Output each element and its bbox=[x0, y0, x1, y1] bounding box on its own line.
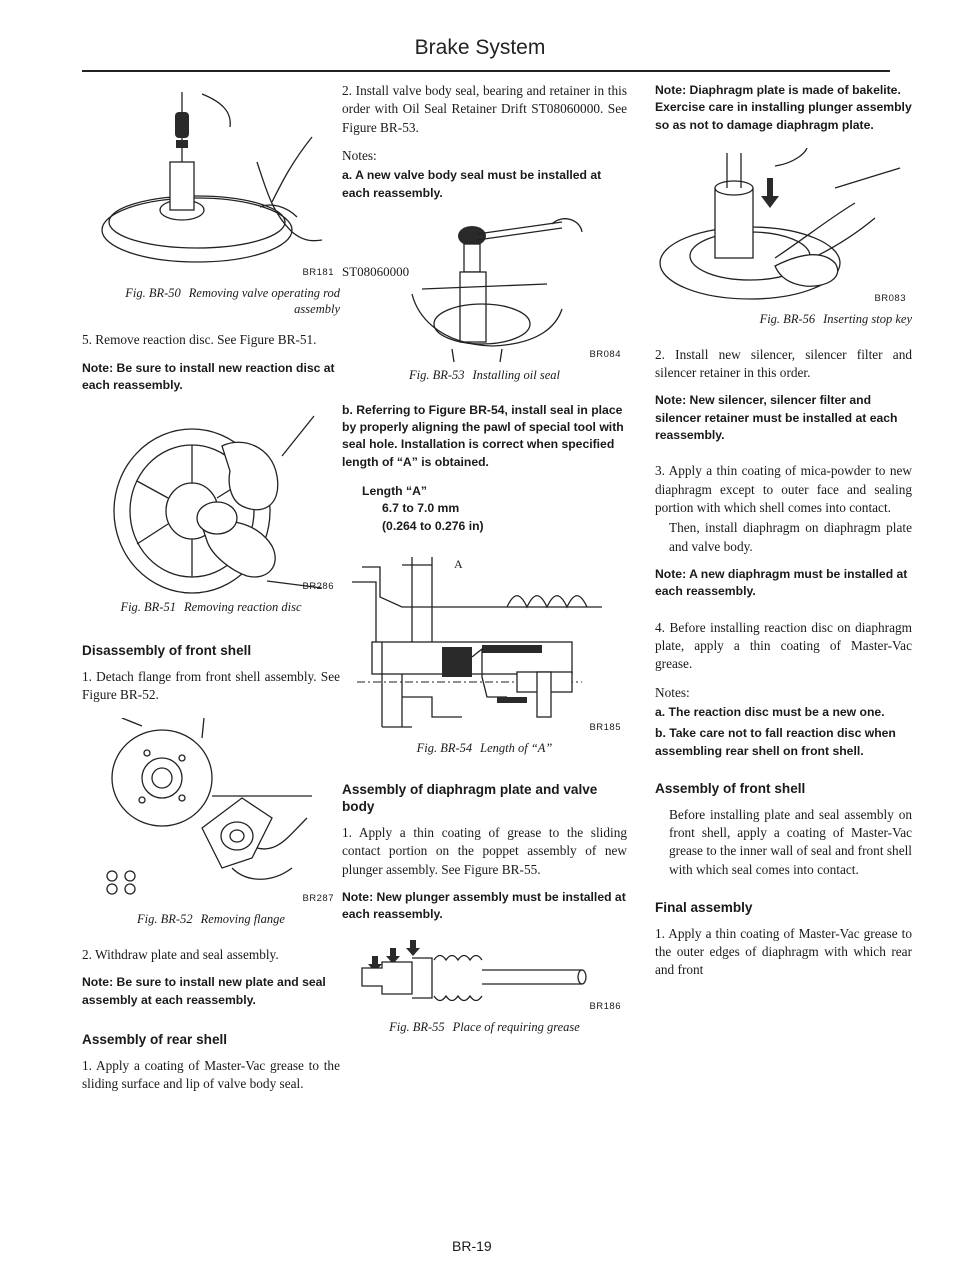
figure-code: BR287 bbox=[302, 893, 334, 905]
page-number: BR-19 bbox=[452, 1238, 492, 1254]
figure-br51 bbox=[82, 406, 340, 596]
paragraph: Before installing plate and seal assembly on front shell, apply a coating of Master-Vac grease to the inner wall of seal and front shell with which seal comes into contact. bbox=[669, 806, 912, 877]
notes-label: Notes: bbox=[342, 148, 377, 164]
note: a. The reaction disc must be a new one. bbox=[655, 705, 885, 720]
tool-label: ST08060000 bbox=[342, 264, 410, 280]
page-header-title: Brake System bbox=[414, 36, 546, 59]
step-text: 2. Install new silencer, silencer filter and silencer retainer in this order. bbox=[655, 346, 912, 380]
figure-br55 bbox=[342, 936, 627, 1016]
length-mm: 6.7 to 7.0 mm bbox=[382, 501, 460, 516]
column-left bbox=[82, 82, 340, 1103]
figure-code: BR286 bbox=[302, 581, 334, 593]
length-label: Length “A” bbox=[362, 483, 427, 498]
figure-caption-text: Installing oil seal bbox=[472, 368, 561, 383]
figure-caption-text: Removing flange bbox=[200, 912, 285, 927]
note: a. A new valve body seal must be installed at each reassembly. bbox=[342, 168, 602, 200]
figure-br52 bbox=[82, 718, 340, 908]
figure-caption bbox=[82, 912, 340, 928]
figure-caption-text: Length of “A” bbox=[480, 740, 553, 755]
step-text: 1. Detach flange from front shell assembly. See Figure BR-52. bbox=[82, 668, 340, 702]
step-text: 1. Apply a thin coating of Master-Vac grease to the outer edges of diaphragm with which rear and front bbox=[655, 925, 912, 978]
figure-number: Fig. BR-50 bbox=[125, 286, 181, 300]
illustration-oil-seal-installation bbox=[342, 214, 627, 364]
figure-caption bbox=[342, 1020, 627, 1036]
illustration-plunger-grease-points bbox=[342, 936, 627, 1016]
figure-br53 bbox=[342, 214, 627, 364]
illustration-length-a-section bbox=[342, 547, 627, 737]
section-heading: Assembly of diaphragm plate and valve body bbox=[342, 781, 598, 815]
figure-number: Fig. BR-51 bbox=[120, 600, 176, 615]
figure-code: BR186 bbox=[589, 1000, 621, 1012]
figure-code: BR084 bbox=[589, 349, 621, 361]
figure-number: Fig. BR-53 bbox=[408, 368, 465, 383]
step-text: 2. Withdraw plate and seal assembly. bbox=[82, 946, 279, 962]
figure-caption-text: Place of requiring grease bbox=[452, 1019, 580, 1034]
note: b. Take care not to fall reaction disc when assembling rear shell on front shell. bbox=[655, 726, 896, 758]
column-middle bbox=[342, 82, 627, 1049]
illustration-flange-removal bbox=[82, 718, 340, 908]
section-heading: Disassembly of front shell bbox=[82, 642, 252, 658]
section-heading: Final assembly bbox=[655, 900, 753, 916]
note: Note: New silencer, silencer filter and silencer retainer must be installed at each reassembly. bbox=[655, 393, 898, 442]
figure-number: Fig. BR-54 bbox=[416, 740, 473, 755]
column-right bbox=[655, 82, 912, 990]
note: Note: A new diaphragm must be installed at each reassembly. bbox=[655, 567, 908, 599]
illustration-reaction-disc bbox=[82, 406, 340, 596]
figure-caption bbox=[342, 368, 627, 384]
figure-number: Fig. BR-56 bbox=[759, 311, 816, 326]
figure-br50 bbox=[82, 82, 340, 282]
section-heading: Assembly of rear shell bbox=[82, 1031, 228, 1047]
step-text: Then, install diaphragm on diaphragm plate and valve body. bbox=[669, 520, 912, 554]
step-text: 3. Apply a thin coating of mica-powder to new diaphragm except to outer face and sealing portion with which shell comes into contact. bbox=[655, 463, 912, 515]
note: Note: Be sure to install new plate and seal assembly at each reassembly. bbox=[82, 975, 326, 1007]
figure-code: BR181 bbox=[302, 267, 334, 278]
figure-caption bbox=[82, 600, 340, 616]
figure-caption-text: Removing reaction disc bbox=[183, 600, 302, 615]
illustration-stop-key-insertion bbox=[655, 148, 912, 308]
figure-number: Fig. BR-55 bbox=[389, 1019, 445, 1034]
figure-caption-text: Inserting stop key bbox=[823, 311, 912, 326]
step-text: 1. Apply a coating of Master-Vac grease to the sliding surface and lip of valve body seal. bbox=[82, 1057, 340, 1091]
illustration-valve-operating-rod bbox=[82, 82, 340, 282]
note: Note: New plunger assembly must be installed at each reassembly. bbox=[342, 889, 626, 922]
step-text: 5. Remove reaction disc. See Figure BR-51. bbox=[82, 332, 317, 348]
step-text: 1. Apply a thin coating of grease to the sliding contact portion on the poppet assembly of new plunger assembly. See Figure BR-55. bbox=[342, 824, 627, 877]
figure-br56 bbox=[655, 148, 912, 308]
dimension-label: A bbox=[454, 556, 463, 571]
length-in: (0.264 to 0.276 in) bbox=[382, 518, 484, 533]
note: b. Referring to Figure BR-54, install seal in place by properly aligning the pawl of special tool with seal hole. Installation is correct when specified length of “A” is obtained. bbox=[342, 402, 624, 469]
step-text: 2. Install valve body seal, bearing and retainer in this order with Oil Seal Retainer Drift ST08060000. See Figure BR-53. bbox=[342, 83, 627, 135]
notes-label: Notes: bbox=[655, 684, 690, 700]
figure-caption bbox=[82, 286, 340, 317]
figure-br54 bbox=[342, 547, 627, 737]
section-heading: Assembly of front shell bbox=[655, 781, 806, 797]
note: Note: Diaphragm plate is made of bakelite. Exercise care in installing plunger assembly so as not to damage diaphragm plate. bbox=[655, 83, 912, 132]
header-rule bbox=[82, 70, 890, 72]
figure-caption-text: Removing valve operating rod assembly bbox=[188, 286, 340, 316]
figure-caption bbox=[342, 741, 627, 757]
figure-caption bbox=[655, 312, 912, 328]
note: Note: Be sure to install new reaction disc at each reassembly. bbox=[82, 360, 335, 392]
step-text: 4. Before installing reaction disc on diaphragm plate, apply a thin coating of Master-Vac grease. bbox=[655, 619, 912, 672]
figure-code: BR083 bbox=[874, 292, 906, 304]
figure-code: BR185 bbox=[589, 721, 621, 733]
figure-number: Fig. BR-52 bbox=[137, 912, 193, 927]
